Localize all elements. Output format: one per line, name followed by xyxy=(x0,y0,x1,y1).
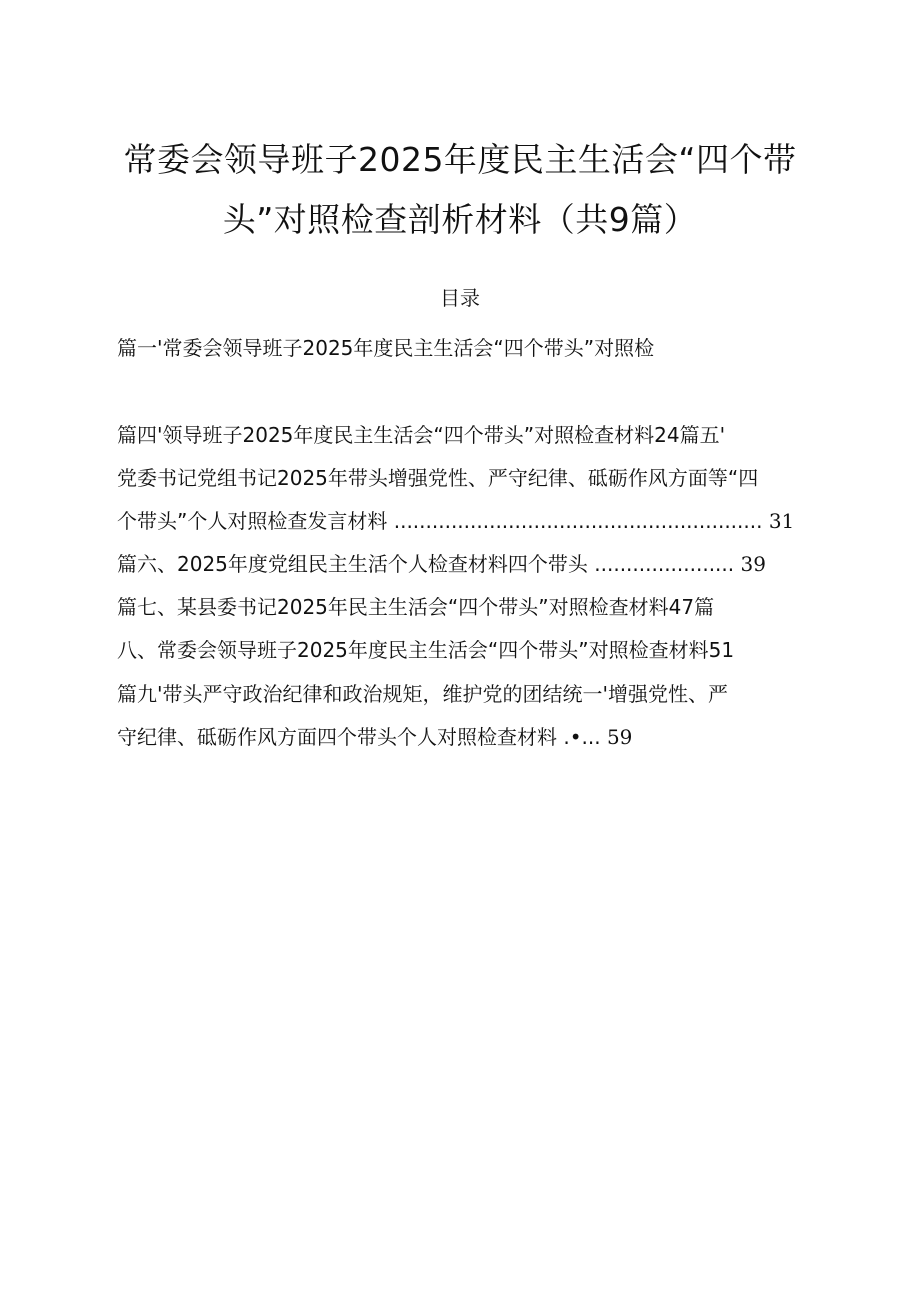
document-title-line-2: 头”对照检查剖析材料（共9篇） xyxy=(222,200,698,239)
toc-line-3 xyxy=(117,463,758,493)
toc-dot-leader: .......................................................... xyxy=(393,509,763,533)
toc-line-1 xyxy=(117,333,654,363)
toc-line-4 xyxy=(117,506,794,536)
toc-line-text: 篇一'常委会领导班子2025年度民主生活会“四个带头”对照检 xyxy=(117,336,655,360)
toc-page-number: 39 xyxy=(740,552,766,576)
toc-line-9 xyxy=(117,722,632,752)
toc-line-text: 八、常委会领导班子2025年度民主生活会“四个带头”对照检查材料51 xyxy=(117,638,735,662)
toc-line-6 xyxy=(117,592,714,622)
toc-line-8 xyxy=(117,679,728,709)
toc-line-text: 篇七、某县委书记2025年民主生活会“四个带头”对照检查材料47篇 xyxy=(117,595,715,619)
toc-line-text: 篇九'带头严守政治纪律和政治规矩，维护党的团结统一'增强党性、严 xyxy=(117,682,728,706)
toc-page-number: 31 xyxy=(768,509,795,533)
toc-heading: 目录 xyxy=(440,286,480,310)
toc-line-text: 个带头”个人对照检查发言材料 xyxy=(117,509,388,533)
toc-line-7 xyxy=(117,635,734,665)
toc-line-text: 守纪律、砥砺作风方面四个带头个人对照检查材料 xyxy=(117,725,557,749)
toc-dot-leader: ...................... xyxy=(594,552,735,576)
toc-line-2 xyxy=(117,420,725,450)
toc-line-5 xyxy=(117,549,766,579)
toc-dot-leader: .•... xyxy=(563,725,601,749)
document-title-line-1: 常委会领导班子2025年度民主生活会“四个带 xyxy=(123,140,797,179)
toc-page-number: 59 xyxy=(606,725,633,749)
toc-line-text: 篇四'领导班子2025年度民主生活会“四个带头”对照检查材料24篇五' xyxy=(117,423,726,447)
toc-line-text: 党委书记党组书记2025年带头增强党性、严守纪律、砥砺作风方面等“四 xyxy=(117,466,759,490)
toc-line-text: 篇六、2025年度党组民主生活个人检查材料四个带头 xyxy=(117,552,588,576)
